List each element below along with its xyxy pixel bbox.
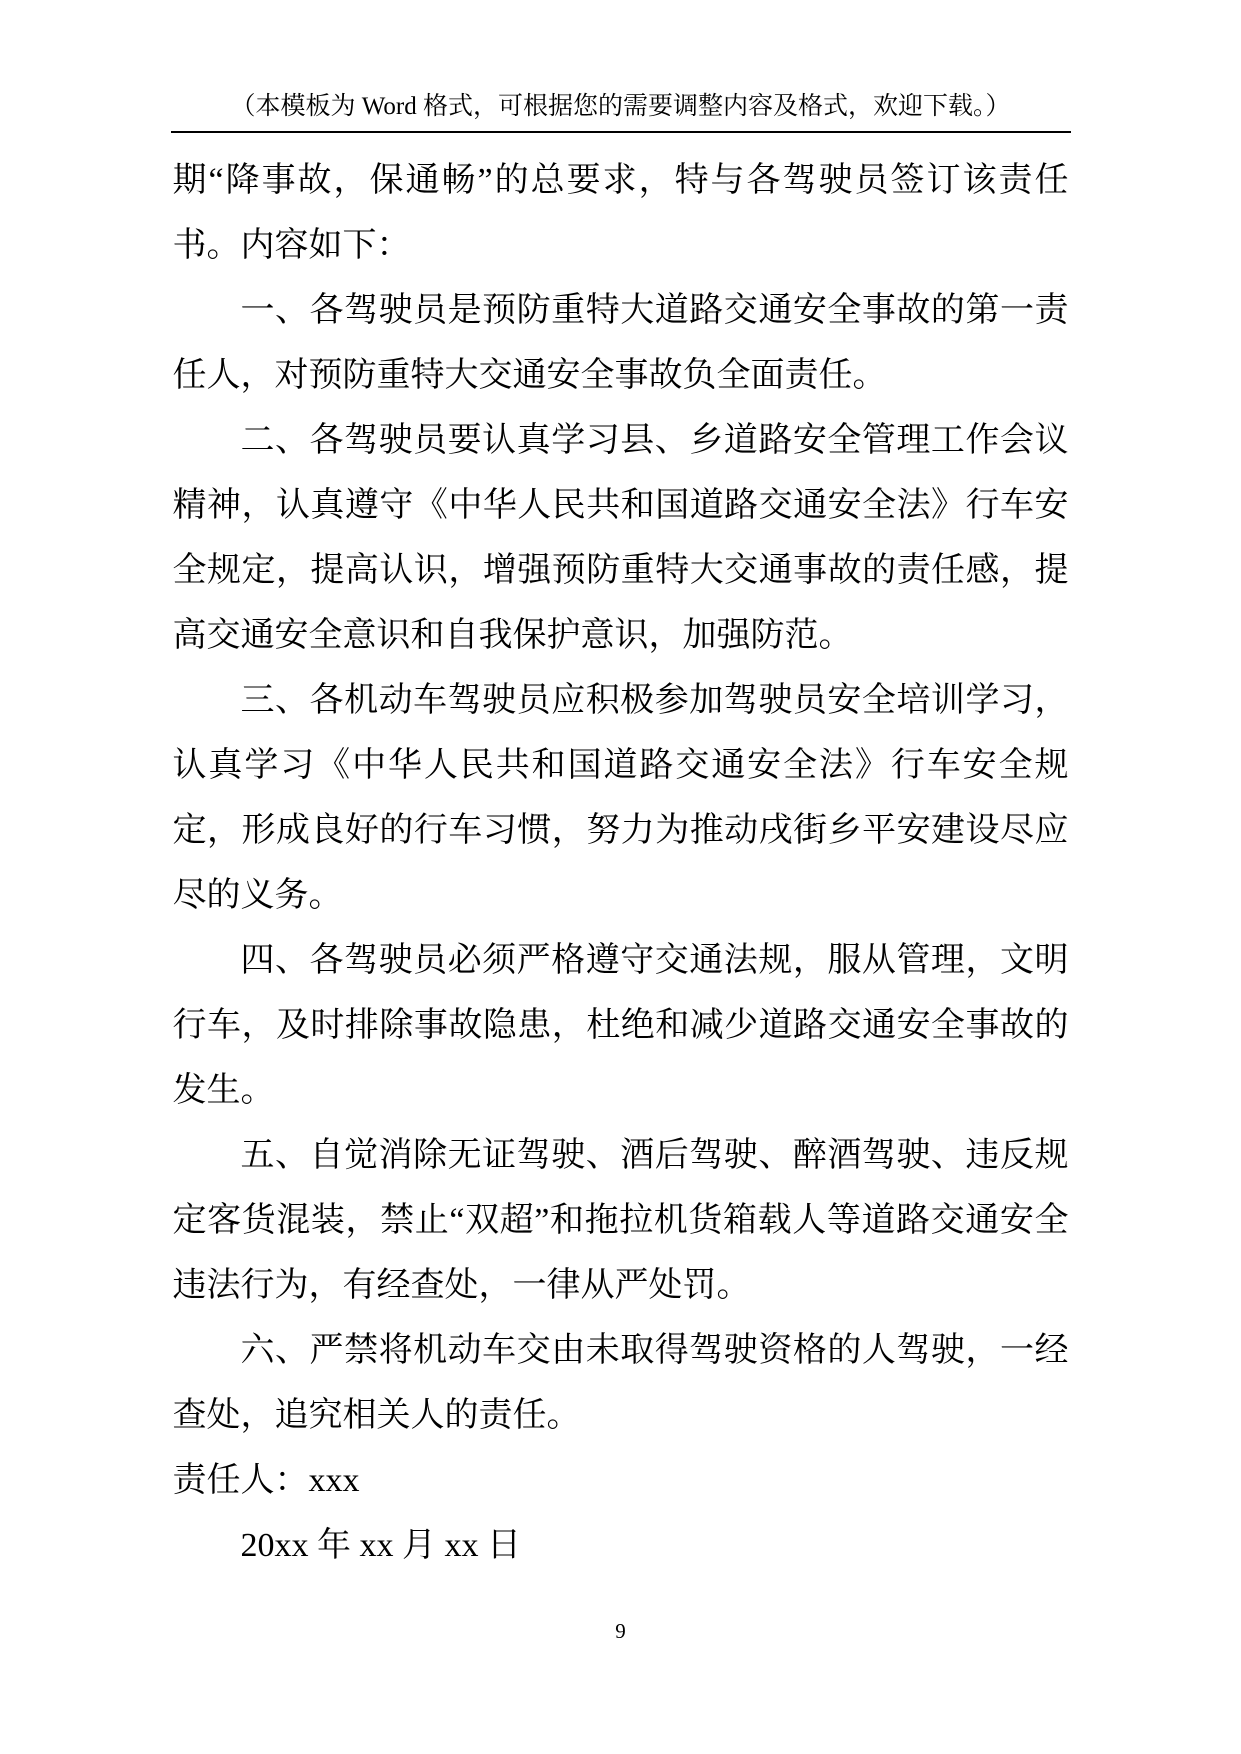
body-paragraph-item-3: 三、各机动车驾驶员应积极参加驾驶员安全培训学习，认真学习《中华人民共和国道路交通安全法》行车安全规定，形成良好的行车习惯，努力为推动戌街乡平安建设尽应尽的义务。 [172,682,1069,914]
date-line: 20xx 年 xx 月 xx 日 [240,1527,521,1564]
body-paragraph-item-6: 六、严禁将机动车交由未取得驾驶资格的人驾驶，一经查处，追究相关人的责任。 [172,1332,1069,1434]
document-body [173,148,1069,1578]
body-paragraph-item-5: 五、自觉消除无证驾驶、酒后驾驶、醉酒驾驶、违反规定客货混装，禁止“双超”和拖拉机货箱载人等道路交通安全违法行为，有经查处，一律从严处罚。 [172,1137,1069,1304]
body-paragraph-continuation: 期“降事故，保通畅”的总要求，特与各驾驶员签订该责任书。内容如下： [172,162,1069,264]
page-footer [0,1618,1241,1644]
page-number: 9 [615,1619,626,1643]
body-paragraph-item-1: 一、各驾驶员是预防重特大道路交通安全事故的第一责任人，对预防重特大交通安全事故负全面责任。 [172,292,1069,394]
body-paragraph-item-4: 四、各驾驶员必须严格遵守交通法规，服从管理，文明行车，及时排除事故隐患，杜绝和减少道路交通安全事故的发生。 [172,942,1069,1109]
page-header [171,0,1071,133]
template-notice-text: （本模板为 Word 格式，可根据您的需要调整内容及格式，欢迎下载。） [230,93,1011,120]
responsible-person-line: 责任人：xxx [172,1462,360,1499]
body-paragraph-item-2: 二、各驾驶员要认真学习县、乡道路安全管理工作会议精神，认真遵守《中华人民共和国道路交通安全法》行车安全规定，提高认识，增强预防重特大交通事故的责任感，提高交通安全意识和自我保护意识，加强防范。 [172,422,1069,654]
